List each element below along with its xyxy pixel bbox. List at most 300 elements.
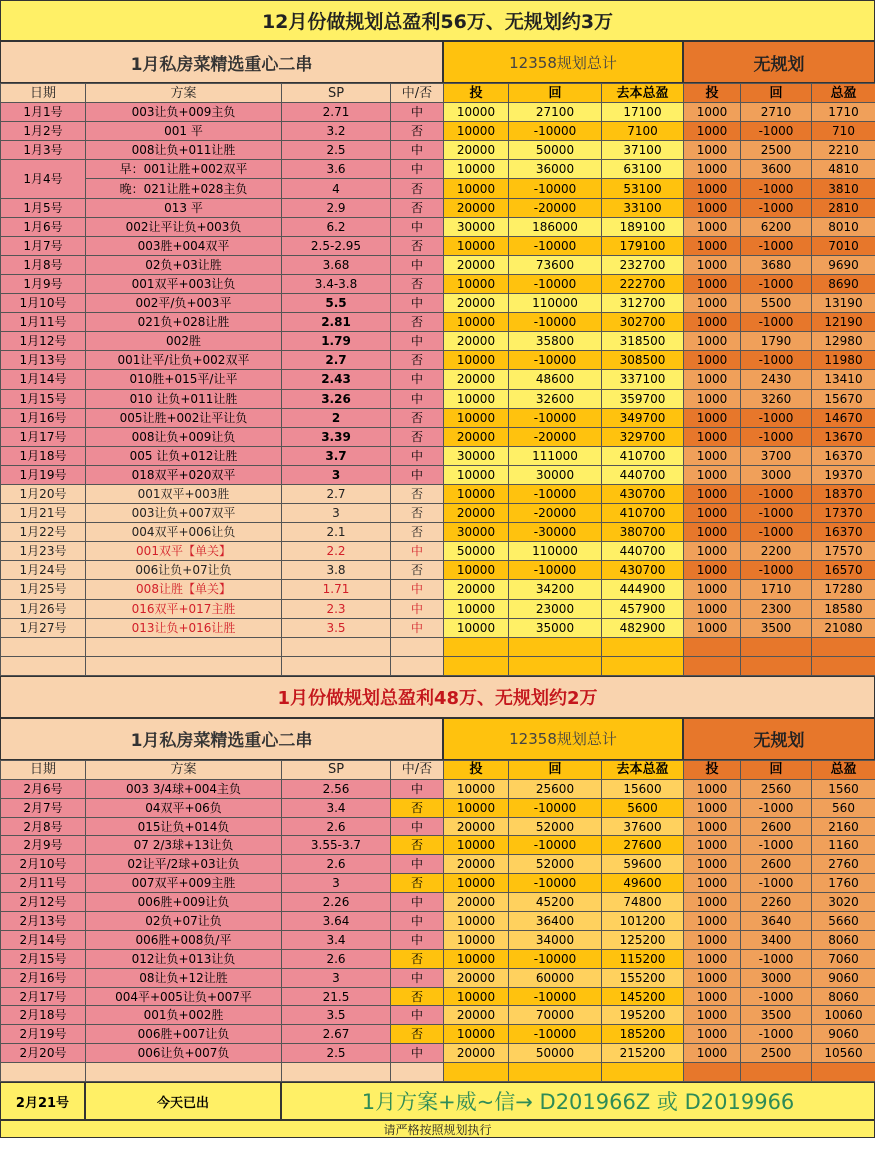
cell-result: 否 [391,274,444,293]
cell-date: 1月24号 [1,561,86,580]
table-row [1,893,875,912]
cell-sp: 2.5-2.95 [282,236,391,255]
cell-sp: 21.5 [282,987,391,1006]
cell-stake: 10000 [444,351,509,370]
cell-unplanned-stake: 1000 [684,855,741,874]
cell-sp: 3.5 [282,618,391,637]
cell-unplanned-stake: 1000 [684,103,741,122]
cell-date: 1月20号 [1,484,86,503]
cell-result: 否 [391,313,444,332]
cell-unplanned-stake: 1000 [684,446,741,465]
cell-sp: 2.5 [282,1044,391,1063]
cell-unplanned-total: 17570 [812,542,875,561]
cell-unplanned-total [812,1063,875,1082]
cell-sp: 5.5 [282,294,391,313]
cell-stake: 10000 [444,779,509,798]
cell-sp: 3.5 [282,1006,391,1025]
cell-unplanned-stake: 1000 [684,949,741,968]
cell-return: 36000 [509,160,602,179]
cell-unplanned-total: 8060 [812,987,875,1006]
cell-plan: 07 2/3球+13让负 [86,836,282,855]
cell-result: 否 [391,987,444,1006]
section-header-1 [0,41,875,83]
column-header-unplanned-total: 总盈 [812,84,875,103]
cell-sp: 2.6 [282,949,391,968]
cell-unplanned-stake: 1000 [684,141,741,160]
cell-sp: 2 [282,408,391,427]
cell-unplanned-return: 1790 [741,332,812,351]
cell-unplanned-return: -1000 [741,523,812,542]
table-row [1,122,875,141]
cell-unplanned-stake: 1000 [684,618,741,637]
cell-net-total: 179100 [602,236,684,255]
cell-sp: 2.7 [282,351,391,370]
table-row [1,179,875,198]
cell-unplanned-return: 3700 [741,446,812,465]
table-row [1,561,875,580]
today-status: 今天已出 [85,1082,281,1120]
cell-date: 1月14号 [1,370,86,389]
cell-unplanned-stake: 1000 [684,294,741,313]
cell-unplanned-return: -1000 [741,274,812,293]
cell-plan: 006胜+009让负 [86,893,282,912]
cell-unplanned-return: 2600 [741,855,812,874]
cell-date: 1月16号 [1,408,86,427]
cell-return: 35000 [509,618,602,637]
column-header-unplanned-stake: 投 [684,760,741,779]
cell-date: 2月6号 [1,779,86,798]
cell-plan: 002胜 [86,332,282,351]
cell-result: 否 [391,798,444,817]
cell-return: -10000 [509,313,602,332]
cell-unplanned-total [812,637,875,656]
cell-unplanned-return: 5500 [741,294,812,313]
table-row [1,427,875,446]
cell-unplanned-return: 3680 [741,255,812,274]
cell-sp: 3 [282,968,391,987]
column-header-date: 日期 [1,84,86,103]
cell-sp: 2.7 [282,484,391,503]
cell-unplanned-stake: 1000 [684,779,741,798]
cell-unplanned-stake: 1000 [684,1025,741,1044]
cell-stake: 10000 [444,987,509,1006]
cell-plan: 003胜+004双平 [86,236,282,255]
cell-plan: 008让负+011让胜 [86,141,282,160]
cell-unplanned-return: -1000 [741,351,812,370]
cell-unplanned-stake: 1000 [684,874,741,893]
cell-unplanned-return [741,1063,812,1082]
cell-net-total: 59600 [602,855,684,874]
cell-unplanned-return: -1000 [741,408,812,427]
cell-plan: 04双平+06负 [86,798,282,817]
cell-unplanned-total: 560 [812,798,875,817]
column-header-row [1,84,875,103]
table-row [1,855,875,874]
table-row [1,817,875,836]
cell-date: 1月17号 [1,427,86,446]
table-row [1,274,875,293]
cell-sp: 2.43 [282,370,391,389]
cell-return: -10000 [509,1025,602,1044]
cell-net-total: 27600 [602,836,684,855]
cell-result: 否 [391,874,444,893]
cell-stake: 10000 [444,599,509,618]
cell-return: 50000 [509,1044,602,1063]
cell-plan: 010胜+015平/让平 [86,370,282,389]
cell-net-total: 33100 [602,198,684,217]
cell-return: -20000 [509,198,602,217]
cell-stake: 50000 [444,542,509,561]
cell-unplanned-stake: 1000 [684,465,741,484]
cell-date: 1月22号 [1,523,86,542]
cell-unplanned-total: 13410 [812,370,875,389]
cell-sp: 2.71 [282,103,391,122]
cell-plan: 012让负+013让负 [86,949,282,968]
cell-net-total: 195200 [602,1006,684,1025]
cell-date: 1月5号 [1,198,86,217]
cell-result [391,1063,444,1082]
cell-result: 中 [391,217,444,236]
cell-stake: 20000 [444,817,509,836]
cell-net-total: 222700 [602,274,684,293]
cell-unplanned-total: 1710 [812,103,875,122]
cell-return: -10000 [509,179,602,198]
cell-plan: 02负+07让负 [86,912,282,931]
column-header-result: 中/否 [391,760,444,779]
cell-date: 1月12号 [1,332,86,351]
cell-sp: 3 [282,465,391,484]
cell-return: 45200 [509,893,602,912]
table-row [1,217,875,236]
cell-date: 1月4号 [1,160,86,198]
footer-note: 请严格按照规划执行 [0,1120,875,1138]
cell-stake: 20000 [444,855,509,874]
cell-unplanned-return: -1000 [741,836,812,855]
cell-date: 1月27号 [1,618,86,637]
cell-unplanned-stake: 1000 [684,122,741,141]
cell-unplanned-return: 1710 [741,580,812,599]
cell-unplanned-stake: 1000 [684,523,741,542]
cell-sp: 2.3 [282,599,391,618]
table-row [1,968,875,987]
cell-unplanned-return: -1000 [741,122,812,141]
cell-result: 中 [391,389,444,408]
cell-return: 23000 [509,599,602,618]
cell-date: 1月21号 [1,504,86,523]
cell-unplanned-stake: 1000 [684,389,741,408]
cell-sp: 3.6 [282,160,391,179]
column-header-return: 回 [509,84,602,103]
cell-unplanned-total: 18580 [812,599,875,618]
cell-date: 1月11号 [1,313,86,332]
cell-unplanned-total: 2210 [812,141,875,160]
cell-unplanned-stake: 1000 [684,484,741,503]
cell-unplanned-total: 13670 [812,427,875,446]
cell-unplanned-stake: 1000 [684,274,741,293]
cell-plan: 003 3/4球+004主负 [86,779,282,798]
column-header-sp: SP [282,84,391,103]
cell-plan: 晚：021让胜+028主负 [86,179,282,198]
cell-net-total: 15600 [602,779,684,798]
cell-unplanned-return: -1000 [741,484,812,503]
cell-plan: 016双平+017主胜 [86,599,282,618]
cell-sp: 3.55-3.7 [282,836,391,855]
cell-plan: 010 让负+011让胜 [86,389,282,408]
cell-return: -10000 [509,836,602,855]
cell-sp: 3.68 [282,255,391,274]
cell-result: 中 [391,542,444,561]
cell-stake: 10000 [444,618,509,637]
cell-result: 中 [391,817,444,836]
cell-stake: 30000 [444,446,509,465]
cell-date: 1月18号 [1,446,86,465]
cell-unplanned-total: 4810 [812,160,875,179]
cell-stake: 10000 [444,930,509,949]
table-row [1,1044,875,1063]
cell-stake: 10000 [444,313,509,332]
cell-unplanned-total: 16370 [812,446,875,465]
cell-return: -10000 [509,274,602,293]
table-row [1,779,875,798]
cell-stake: 10000 [444,103,509,122]
unplanned-label: 无规划 [683,718,875,760]
cell-unplanned-return: 2500 [741,1044,812,1063]
table-row [1,236,875,255]
cell-sp: 2.5 [282,141,391,160]
cell-result: 中 [391,1006,444,1025]
cell-result: 否 [391,236,444,255]
cell-net-total: 37100 [602,141,684,160]
cell-date: 1月8号 [1,255,86,274]
january-summary-title: 1月份做规划总盈利48万、无规划约2万 [0,676,875,718]
cell-unplanned-total: 18370 [812,484,875,503]
cell-return: 48600 [509,370,602,389]
cell-net-total: 440700 [602,465,684,484]
table-row [1,446,875,465]
cell-stake: 10000 [444,798,509,817]
table-row [1,912,875,931]
cell-plan: 015让负+014负 [86,817,282,836]
cell-result: 中 [391,160,444,179]
cell-return: 30000 [509,465,602,484]
cell-net-total: 430700 [602,484,684,503]
cell-unplanned-stake: 1000 [684,817,741,836]
cell-result: 否 [391,179,444,198]
cell-plan: 006让负+007负 [86,1044,282,1063]
table-row [1,504,875,523]
cell-stake: 20000 [444,1044,509,1063]
cell-return: -10000 [509,561,602,580]
cell-return: 73600 [509,255,602,274]
cell-sp: 1.79 [282,332,391,351]
cell-net-total: 410700 [602,504,684,523]
table-row [1,408,875,427]
cell-unplanned-total: 15670 [812,389,875,408]
cell-date: 2月17号 [1,987,86,1006]
cell-return: -10000 [509,484,602,503]
cell-result: 中 [391,855,444,874]
cell-unplanned-total: 17280 [812,580,875,599]
cell-return: -30000 [509,523,602,542]
cell-date [1,1063,86,1082]
cell-unplanned-total: 8690 [812,274,875,293]
table-row [1,484,875,503]
plan-title: 1月私房菜精选重心二串 [0,718,443,760]
cell-plan: 007双平+009主胜 [86,874,282,893]
cell-unplanned-stake: 1000 [684,179,741,198]
cell-result: 否 [391,523,444,542]
table-row [1,313,875,332]
cell-net-total: 7100 [602,122,684,141]
cell-return: 70000 [509,1006,602,1025]
cell-result: 中 [391,893,444,912]
cell-unplanned-total: 3020 [812,893,875,912]
cell-date: 1月13号 [1,351,86,370]
cell-unplanned-stake: 1000 [684,370,741,389]
cell-unplanned-total: 1160 [812,836,875,855]
cell-unplanned-return: 3000 [741,465,812,484]
cell-return: 110000 [509,294,602,313]
cell-stake: 10000 [444,949,509,968]
cell-net-total: 440700 [602,542,684,561]
cell-unplanned-total: 1760 [812,874,875,893]
column-header-sp: SP [282,760,391,779]
cell-date: 1月6号 [1,217,86,236]
cell-unplanned-stake: 1000 [684,893,741,912]
cell-sp: 3.4 [282,798,391,817]
cell-stake: 10000 [444,236,509,255]
cell-stake: 10000 [444,179,509,198]
table-row [1,389,875,408]
cell-sp [282,637,391,656]
cell-unplanned-stake [684,656,741,675]
cell-sp: 2.6 [282,817,391,836]
cell-result: 否 [391,351,444,370]
cell-return: -10000 [509,798,602,817]
cell-return: 52000 [509,855,602,874]
cell-plan: 02负+03让胜 [86,255,282,274]
unplanned-label: 无规划 [683,41,875,83]
cell-plan: 008让负+009让负 [86,427,282,446]
cell-unplanned-return: 2500 [741,141,812,160]
cell-plan: 018双平+020双平 [86,465,282,484]
cell-return: 110000 [509,542,602,561]
cell-stake [444,1063,509,1082]
cell-plan: 021负+028让胜 [86,313,282,332]
cell-date [1,637,86,656]
cell-unplanned-total: 17370 [812,504,875,523]
january-results-table [0,83,875,676]
cell-plan [86,637,282,656]
table-row [1,580,875,599]
planned-total-label: 12358规划总计 [443,41,683,83]
cell-stake: 10000 [444,1025,509,1044]
table-row [1,1025,875,1044]
cell-unplanned-stake: 1000 [684,198,741,217]
cell-net-total: 145200 [602,987,684,1006]
cell-unplanned-return: -1000 [741,179,812,198]
cell-stake: 10000 [444,274,509,293]
cell-unplanned-total: 12190 [812,313,875,332]
cell-date: 1月23号 [1,542,86,561]
cell-net-total: 482900 [602,618,684,637]
cell-date: 1月9号 [1,274,86,293]
cell-net-total: 410700 [602,446,684,465]
cell-unplanned-stake: 1000 [684,987,741,1006]
table-row [1,618,875,637]
table-row [1,637,875,656]
cell-return: -10000 [509,351,602,370]
cell-unplanned-return: -1000 [741,198,812,217]
cell-unplanned-total: 16370 [812,523,875,542]
cell-result: 中 [391,618,444,637]
table-row [1,160,875,179]
cell-unplanned-total: 710 [812,122,875,141]
cell-result [391,637,444,656]
cell-unplanned-stake: 1000 [684,255,741,274]
cell-net-total: 232700 [602,255,684,274]
cell-date [1,656,86,675]
table-row [1,198,875,217]
cell-net-total: 5600 [602,798,684,817]
cell-sp: 4 [282,179,391,198]
cell-net-total: 457900 [602,599,684,618]
cell-unplanned-return: -1000 [741,236,812,255]
cell-result: 中 [391,930,444,949]
cell-unplanned-stake: 1000 [684,160,741,179]
cell-unplanned-total: 12980 [812,332,875,351]
cell-stake: 20000 [444,504,509,523]
column-header-result: 中/否 [391,84,444,103]
cell-date: 2月20号 [1,1044,86,1063]
cell-unplanned-total: 11980 [812,351,875,370]
cell-stake: 20000 [444,294,509,313]
cell-stake: 10000 [444,408,509,427]
cell-date: 2月19号 [1,1025,86,1044]
column-header-unplanned-stake: 投 [684,84,741,103]
cell-net-total: 189100 [602,217,684,236]
cell-plan: 004平+005让负+007平 [86,987,282,1006]
cell-net-total: 37600 [602,817,684,836]
cell-sp: 3.7 [282,446,391,465]
cell-net-total: 337100 [602,370,684,389]
cell-sp: 6.2 [282,217,391,236]
cell-net-total: 302700 [602,313,684,332]
cell-return [509,656,602,675]
cell-plan: 001双平+003让负 [86,274,282,293]
cell-unplanned-stake: 1000 [684,217,741,236]
cell-net-total: 49600 [602,874,684,893]
column-header-unplanned-total: 总盈 [812,760,875,779]
cell-return: 60000 [509,968,602,987]
cell-plan: 013让负+016让胜 [86,618,282,637]
cell-unplanned-stake: 1000 [684,580,741,599]
cell-unplanned-total: 10060 [812,1006,875,1025]
cell-net-total: 155200 [602,968,684,987]
cell-net-total: 312700 [602,294,684,313]
cell-plan: 001双平+003胜 [86,484,282,503]
cell-unplanned-return: -1000 [741,427,812,446]
cell-result: 中 [391,968,444,987]
cell-unplanned-stake: 1000 [684,1044,741,1063]
cell-unplanned-total: 13190 [812,294,875,313]
cell-unplanned-return: 3260 [741,389,812,408]
table-row [1,987,875,1006]
cell-return: 32600 [509,389,602,408]
cell-unplanned-return: 6200 [741,217,812,236]
cell-return: 36400 [509,912,602,931]
table-row [1,255,875,274]
